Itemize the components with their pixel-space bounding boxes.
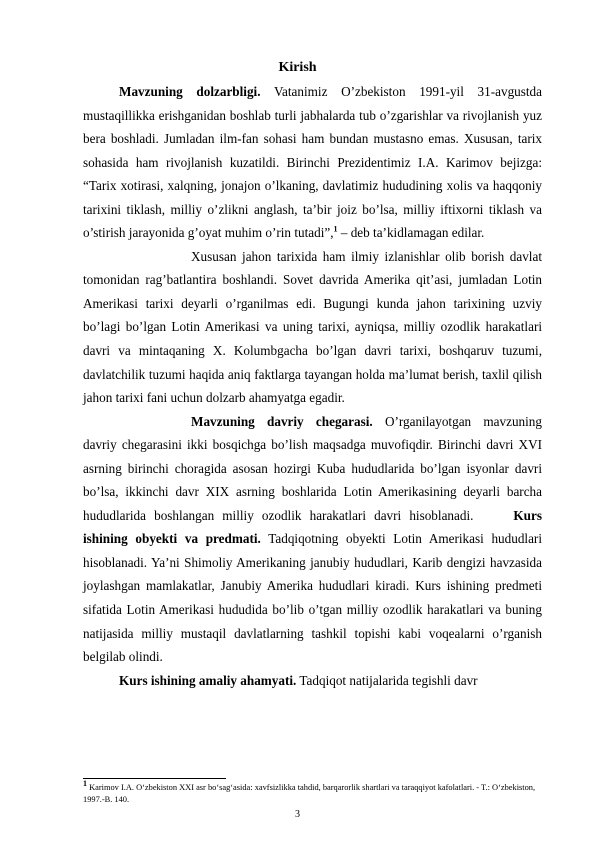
paragraph-lead: Kurs ishining obyekti va predmati. bbox=[83, 507, 542, 547]
section-title: Kirish bbox=[278, 60, 317, 75]
paragraph-text: – deb ta’kidlamagan edilar. bbox=[337, 225, 485, 241]
footnote-marker: 1 bbox=[83, 779, 87, 789]
paragraph-text: Tadqiqotning obyekti Lotin Amerikasi hududlari hisoblanadi. Ya’ni Shimoliy Amerikaning janubiy hududlari, Karib dengizi havzasida joylashgan mamlakatlar, Janubiy Amerika hududlari kiradi. Kurs ishining predmeti sifatida Lotin Amerikasi hududida bo’lib o’tgan milliy ozodlik harakatlari va buning natijasida milliy mustaqil davlatlarning tashkil topishi kabi voqealarni o’rganish belgilab olindi. bbox=[83, 531, 542, 665]
footnote-reference[interactable]: 1 bbox=[333, 224, 338, 234]
paragraph-relevance bbox=[83, 80, 542, 245]
paragraph-world-history bbox=[83, 245, 542, 410]
paragraph-lead: Kurs ishining amaliy ahamyati. bbox=[119, 672, 297, 688]
paragraph-period bbox=[83, 410, 542, 669]
footnote-divider bbox=[83, 778, 226, 779]
footnote-text: Karimov I.A. O‘zbekiston XXI asr bo‘sag‘asida: xavfsizlikka tahdid, barqarorlik shartlari va taraqqiyot kafolatlari. - T.: O‘zbekiston, 1997.-B. 140. bbox=[83, 783, 536, 804]
paragraph-lead: Mavzuning davriy chegarasi. bbox=[191, 413, 373, 429]
paragraph-text: Tadqiqot natijalarida tegishli davr bbox=[296, 672, 478, 688]
paragraph-text: Xususan jahon tarixida ham ilmiy izlanishlar olib borish davlat tomonidan rag’batlantira boshlandi. Sovet davrida Amerika qit’asi, jumladan Lotin Amerikasi tarixi deyarli o’rganilmas edi. Bugungi kunda jahon tarixining uzviy bo’lagi bo’lgan Lotin Amerikasi va uning tarixi, ayniqsa, milliy ozodlik harakatlari davri va mintaqaning X. Kolumbgacha bo’lgan davri tarixi, boshqaruv tuzumi, davlatchilik tuzumi haqida aniq faktlarga tayangan holda ma’lumat berish, taxlil qilish jahon tarixi fani uchun dolzarb ahamyatga egadir. bbox=[83, 248, 542, 406]
page-number: 3 bbox=[295, 809, 300, 820]
paragraph-practical-significance bbox=[83, 669, 542, 693]
body-text bbox=[83, 80, 542, 692]
paragraph-lead: Mavzuning dolzarbligi. bbox=[119, 84, 261, 99]
paragraph-text: Vatanimiz O’zbekiston 1991-yil 31-avgustda mustaqillikka erishganidan boshlab turli jabhalarda tub o’zgarishlar va rivojlanish yuz bera boshladi. Jumladan ilm-fan sohasi ham bundan mustasno emas. Xususan, tarix sohasida ham rivojlanish kuzatildi. Birinchi Prezidentimiz I.A. Karimov bejizga: “Tarix xotirasi, xalqning, jonajon o’lkaning, davlatimiz hududining xolis va haqqoniy tarixini tiklash, milliy o’zlikni anglash, ta’bir joiz bo’lsa, milliy iftixorni tiklash va o’stirish jarayonida g’oyat muhim o’rin tutadi”, bbox=[83, 84, 543, 241]
footnote bbox=[83, 779, 542, 806]
paragraph-text: O’rganilayotgan mavzuning davriy chegarasini ikki bosqichga bo’lish maqsadga muvofiqdir. Birinchi davri XVI asrning birinchi choragida asosan hozirgi Kuba hududlarida bo’lgan isyonlar davri bo’lsa, ikkinchi davr XIX asrning boshlarida Lotin Amerikasining deyarli barcha hududlarida boshlangan milliy ozodlik harakatlari davri hisoblanadi. bbox=[83, 413, 542, 523]
